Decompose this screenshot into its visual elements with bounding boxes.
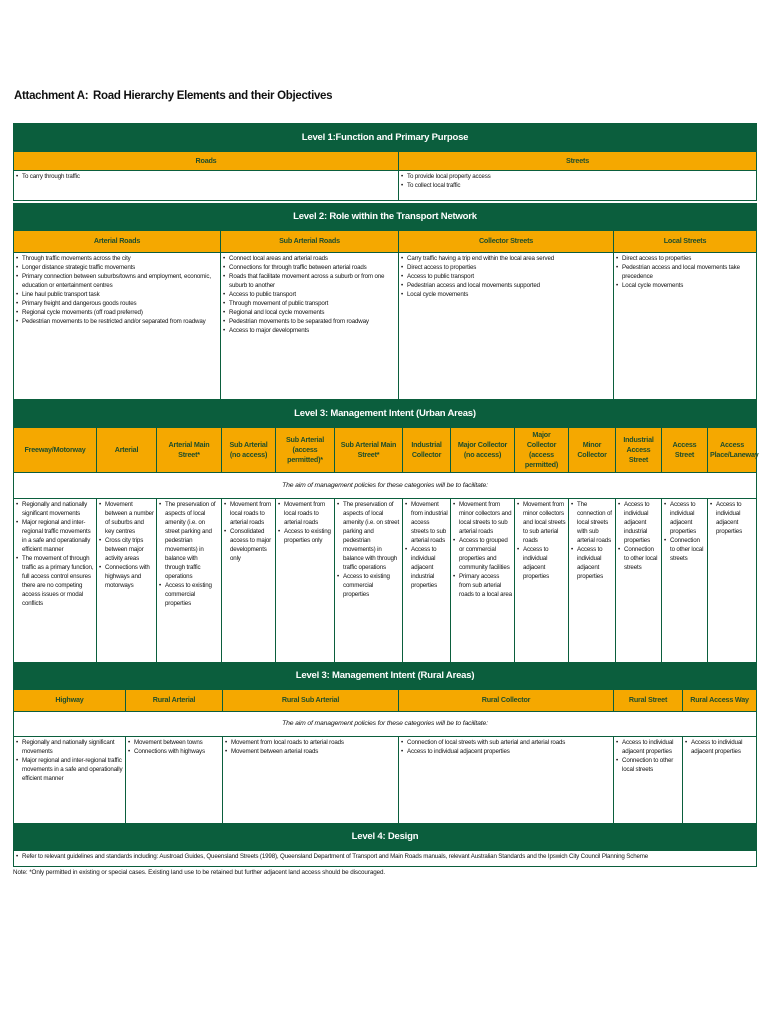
bullet-item: • Access to public transport	[223, 291, 396, 300]
bullet-item: • Connect local areas and arterial roads	[223, 255, 396, 264]
attachment-label: Attachment A:	[14, 90, 89, 102]
urban-cell-freeway-motorway	[14, 499, 97, 669]
bullet-item: • Regional and local cycle movements	[223, 309, 396, 318]
bullet-item: • Primary freight and dangerous goods routes	[16, 300, 218, 309]
bullet-item: • Movement between arterial roads	[225, 748, 396, 757]
rural-management-note: The aim of management policies for these categories will be to facilitate:	[14, 712, 757, 737]
collector-streets-cell	[399, 253, 614, 400]
local-streets-header: Local Streets	[614, 231, 757, 253]
rural-header-rural-arterial: Rural Arterial	[126, 690, 223, 712]
urban-cell-sub-arterial-main-street	[335, 499, 403, 669]
level1-title: Level 1:Function and Primary Purpose	[14, 124, 757, 152]
bullet-item: • Direct access to properties	[401, 264, 611, 273]
bullet-item: • The movement of through traffic as a primary function, full access control ensures there are no competing access issues or modal conflicts	[16, 555, 94, 609]
rural-cell-rural-collector	[399, 737, 614, 825]
bullet-item: • Roads that facilitate movement across a suburb or from one suburb to another	[223, 273, 396, 291]
sub-arterial-roads-cell	[221, 253, 399, 400]
bullet-item: • Consolidated access to major developments only	[224, 528, 273, 564]
roads-header: Roads	[14, 152, 399, 171]
bullet-item: • Movement from local roads to arterial roads	[278, 501, 332, 528]
urban-cell-sub-arterial-access-permitted	[276, 499, 335, 669]
level4-title: Level 4: Design	[14, 824, 757, 851]
bullet-item: • Through traffic movements across the city	[16, 255, 218, 264]
rural-cell-rural-street	[614, 737, 683, 825]
rural-header-highway: Highway	[14, 690, 126, 712]
bullet-item: • Pedestrian movements to be restricted and/or separated from roadway	[16, 318, 218, 327]
bullet-item: • Line haul public transport task	[16, 291, 218, 300]
bullet-item: • Movement from minor collectors and local streets to sub arterial roads	[453, 501, 512, 537]
urban-header-freeway-motorway: Freeway/Motorway	[14, 428, 97, 473]
bullet-item: • Refer to relevant guidelines and standards including: Austroad Guides, Queensland Streets (1998), Queensland Department of Transport and Main Roads manuals, relevant Australian Standards and the Ipswich City Council Planning Scheme	[16, 853, 754, 862]
bullet-item: • Movement between a number of suburbs and key centres	[99, 501, 154, 537]
roads-cell	[14, 171, 399, 201]
footnote: Note: *Only permitted in existing or special cases. Existing land use to be retained but further adjacent land access should be discouraged.	[13, 869, 386, 876]
urban-cell-sub-arterial-no-access	[222, 499, 276, 669]
streets-header: Streets	[399, 152, 757, 171]
bullet-item: • Local cycle movements	[616, 282, 754, 291]
level1-table	[13, 123, 757, 201]
urban-cell-arterial	[97, 499, 157, 669]
urban-cell-major-collector-no-access	[451, 499, 515, 669]
urban-cell-arterial-main-street	[157, 499, 222, 669]
rural-header-rural-street: Rural Street	[614, 690, 683, 712]
bullet-item: • Cross city trips between major activity areas	[99, 537, 154, 564]
urban-header-industrial-collector: Industrial Collector	[403, 428, 451, 473]
bullet-item: • Pedestrian movements to be separated from roadway	[223, 318, 396, 327]
urban-cell-minor-collector	[569, 499, 616, 669]
bullet-item: • Movement from local roads to arterial roads	[224, 501, 273, 528]
rural-header-rural-access-way: Rural Access Way	[683, 690, 757, 712]
bullet-item: • Regional cycle movements (off road preferred)	[16, 309, 218, 318]
bullet-item: • Access to public transport	[401, 273, 611, 282]
urban-header-minor-collector: Minor Collector	[569, 428, 616, 473]
bullet-item: • Access to major developments	[223, 327, 396, 336]
bullet-item: • Access to individual adjacent properties	[571, 546, 613, 582]
bullet-item: • Longer distance strategic traffic movements	[16, 264, 218, 273]
bullet-item: • Access to individual adjacent properties	[664, 501, 705, 537]
urban-header-major-collector-access-permitted: Major Collector (access permitted)	[515, 428, 569, 473]
bullet-item: • Regionally and nationally significant movements	[16, 501, 94, 519]
bullet-item: • Access to individual adjacent properties	[616, 739, 680, 757]
bullet-item: • Movement between towns	[128, 739, 220, 748]
bullet-item: • Connection to other local streets	[616, 757, 680, 775]
bullet-item: • Movement from local roads to arterial roads	[225, 739, 396, 748]
urban-cell-access-place-laneway	[708, 499, 757, 669]
bullet-item: • Access to existing commercial properties	[337, 573, 400, 600]
urban-header-industrial-access-street: Industrial Access Street	[616, 428, 662, 473]
bullet-item: • Access to individual adjacent properties	[401, 748, 611, 757]
streets-cell	[399, 171, 757, 201]
urban-header-access-place-laneway: Access Place/Laneway	[708, 428, 757, 473]
bullet-item: • Direct access to properties	[616, 255, 754, 264]
rural-header-rural-sub-arterial: Rural Sub Arterial	[223, 690, 399, 712]
bullet-item: • To collect local traffic	[401, 182, 754, 191]
bullet-item: • Connections with highways	[128, 748, 220, 757]
bullet-item: • Access to individual adjacent properties	[710, 501, 754, 537]
urban-header-sub-arterial-access-permitted: Sub Arterial (access permitted)*	[276, 428, 335, 473]
urban-cell-industrial-collector	[403, 499, 451, 669]
urban-cell-access-street	[662, 499, 708, 669]
bullet-item: • Major regional and inter-regional traffic movements in a safe and operationally efficient manner	[16, 757, 123, 784]
level3-urban-table	[13, 399, 757, 669]
bullet-item: • Connections with highways and motorways	[99, 564, 154, 591]
document-title: Road Hierarchy Elements and their Objectives	[93, 90, 333, 102]
bullet-item: • Access to individual adjacent properties	[685, 739, 754, 757]
sub-arterial-roads-header: Sub Arterial Roads	[221, 231, 399, 253]
bullet-item: • To provide local property access	[401, 173, 754, 182]
bullet-item: • Access to individual adjacent industrial properties	[618, 501, 659, 546]
bullet-item: • Primary connection between suburbs/towns and employment, economic, education or entertainment centres	[16, 273, 218, 291]
bullet-item: • Access to individual adjacent properties	[517, 546, 566, 582]
bullet-item: • Local cycle movements	[401, 291, 611, 300]
bullet-item: • To carry through traffic	[16, 173, 396, 182]
bullet-item: • Access to grouped or commercial properties and community facilities	[453, 537, 512, 573]
urban-cell-major-collector-access-permitted	[515, 499, 569, 669]
urban-management-note: The aim of management policies for these categories will be to facilitate:	[14, 473, 757, 499]
rural-cell-rural-arterial	[126, 737, 223, 825]
level4-cell	[14, 851, 757, 867]
bullet-item: • Carry traffic having a trip end within the local area served	[401, 255, 611, 264]
level2-table	[13, 203, 757, 400]
bullet-item: • The preservation of aspects of local amenity (i.e. on street parking and pedestrian movements) in balance with through traffic operations	[337, 501, 400, 573]
bullet-item: • Primary access from sub arterial roads to a local area	[453, 573, 512, 600]
bullet-item: • Pedestrian access and local movements supported	[401, 282, 611, 291]
bullet-item: • Pedestrian access and local movements take precedence	[616, 264, 754, 282]
bullet-item: • Through movement of public transport	[223, 300, 396, 309]
bullet-item: • Major regional and inter-regional traffic movements in a safe and operationally efficient manner	[16, 519, 94, 555]
urban-header-major-collector-no-access: Major Collector (no access)	[451, 428, 515, 473]
level3-rural-table	[13, 662, 757, 825]
rural-cell-rural-access-way	[683, 737, 757, 825]
bullet-item: • Connection to other local streets	[618, 546, 659, 573]
arterial-roads-header: Arterial Roads	[14, 231, 221, 253]
bullet-item: • The connection of local streets with sub arterial roads	[571, 501, 613, 546]
level3-rural-title: Level 3: Management Intent (Rural Areas)	[14, 663, 757, 690]
bullet-item: • Access to existing commercial properties	[159, 582, 219, 609]
bullet-item: • Movement from industrial access streets to sub arterial roads	[405, 501, 448, 546]
bullet-item: • Access to existing properties only	[278, 528, 332, 546]
bullet-item: • Connection to other local streets	[664, 537, 705, 564]
bullet-item: • Access to individual adjacent industrial properties	[405, 546, 448, 591]
arterial-roads-cell	[14, 253, 221, 400]
bullet-item: • Regionally and nationally significant movements	[16, 739, 123, 757]
bullet-item: • Movement from minor collectors and local streets to sub arterial roads	[517, 501, 566, 546]
document-heading	[14, 90, 714, 102]
level4-table	[13, 823, 757, 867]
urban-header-access-street: Access Street	[662, 428, 708, 473]
level2-title: Level 2: Role within the Transport Network	[14, 204, 757, 231]
rural-header-rural-collector: Rural Collector	[399, 690, 614, 712]
rural-cell-rural-sub-arterial	[223, 737, 399, 825]
urban-header-sub-arterial-no-access: Sub Arterial (no access)	[222, 428, 276, 473]
urban-cell-industrial-access-street	[616, 499, 662, 669]
urban-header-arterial: Arterial	[97, 428, 157, 473]
rural-cell-highway	[14, 737, 126, 825]
bullet-item: • Connections for through traffic between arterial roads	[223, 264, 396, 273]
local-streets-cell	[614, 253, 757, 400]
level3-urban-title: Level 3: Management Intent (Urban Areas)	[14, 400, 757, 428]
bullet-item: • Connection of local streets with sub arterial and arterial roads	[401, 739, 611, 748]
urban-header-sub-arterial-main-street: Sub Arterial Main Street*	[335, 428, 403, 473]
urban-header-arterial-main-street: Arterial Main Street*	[157, 428, 222, 473]
collector-streets-header: Collector Streets	[399, 231, 614, 253]
bullet-item: • The preservation of aspects of local amenity (i.e. on street parking and pedestrian movements) in balance with through traffic operations	[159, 501, 219, 582]
